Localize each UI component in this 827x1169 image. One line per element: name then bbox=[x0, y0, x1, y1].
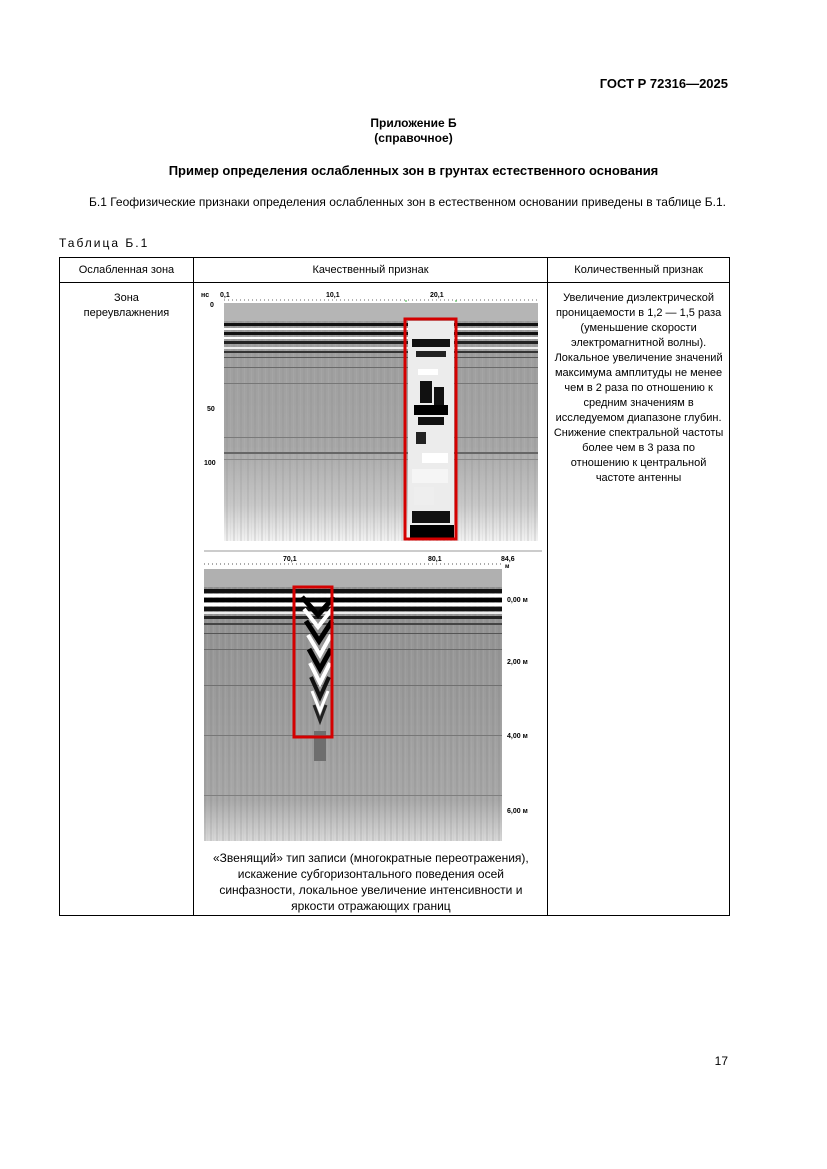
zone-name-line2: переувлажнения bbox=[83, 307, 170, 319]
depth-tick-label: 4,00 м bbox=[506, 733, 528, 740]
table-b1 bbox=[59, 257, 730, 916]
section-heading: Пример определения ослабленных зон в грунтах естественного основания bbox=[168, 163, 659, 178]
table-header-row bbox=[60, 258, 730, 283]
intro-paragraph: Б.1 Геофизические признаки определения ослабленных зон в естественном основании приведены в таблице Б.1. bbox=[89, 195, 726, 209]
zone-name-line1: Зона bbox=[113, 292, 139, 304]
radargram-top bbox=[198, 287, 544, 543]
x-tick-label: 80,1 bbox=[427, 556, 442, 563]
table-row bbox=[60, 283, 730, 916]
header-weakened-zone: Ослабленная зона bbox=[60, 258, 194, 283]
appendix-title: Приложение Б bbox=[370, 116, 457, 130]
depth-tick-label: 6,00 м bbox=[506, 808, 528, 815]
appendix-subtitle: (справочное) bbox=[374, 131, 453, 145]
y-tick-label: 50 bbox=[206, 406, 215, 413]
x-unit-label: м bbox=[504, 564, 510, 570]
x-tick-label: 70,1 bbox=[282, 556, 297, 563]
standard-code: ГОСТ Р 72316—2025 bbox=[599, 76, 728, 91]
radargram-bottom bbox=[198, 545, 544, 845]
header-quantitative: Количественный признак bbox=[548, 258, 730, 283]
x-tick-label: 84,6 bbox=[500, 556, 515, 563]
page-number: 17 bbox=[714, 1054, 728, 1068]
x-tick-label: 20,1 bbox=[429, 292, 444, 299]
qualitative-cell bbox=[193, 283, 547, 916]
depth-tick-label: 0,00 м bbox=[506, 597, 528, 604]
y-tick-label: 0 bbox=[209, 302, 214, 309]
y-tick-label: 100 bbox=[203, 460, 216, 467]
depth-tick-label: 2,00 м bbox=[506, 659, 528, 666]
qualitative-description: «Звенящий» тип записи (многократные переотражения), искажение субгоризонтального поведения осей синфазности, локальное увеличение интенсивности и яркости отражающих границ bbox=[213, 851, 529, 913]
radargram-image bbox=[204, 569, 502, 841]
radargram-image bbox=[224, 303, 538, 541]
zone-cell bbox=[60, 283, 194, 916]
appendix-heading bbox=[0, 116, 827, 146]
header-qualitative: Качественный признак bbox=[193, 258, 547, 283]
x-tick-label: 0,1 bbox=[219, 292, 230, 299]
axis-unit-label: нс bbox=[200, 292, 209, 299]
table-caption: Таблица Б.1 bbox=[59, 236, 150, 250]
quantitative-description: Увеличение диэлектрической проницаемости в 1,2 — 1,5 раза (уменьшение скорости электромагнитной волны). Локальное увеличение значений максимума амплитуды не менее чем в 2 раза по отношению к средним значениям в исследуемом диапазоне глубин. Снижение спектральной частоты более чем в 3 раза по отношению к центральной частоте антенны bbox=[548, 283, 730, 916]
x-tick-label: 10,1 bbox=[325, 292, 340, 299]
